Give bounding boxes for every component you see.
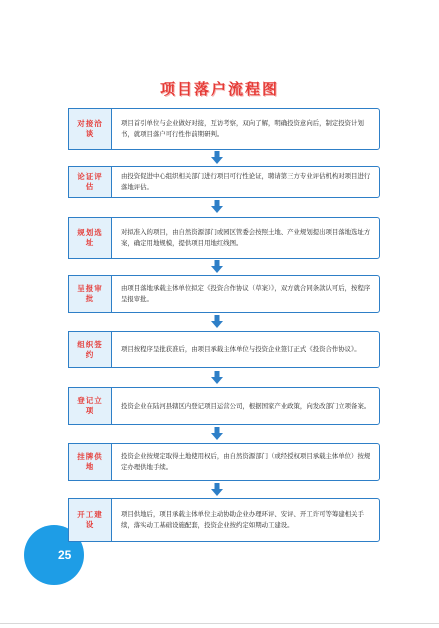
step-tag xyxy=(68,443,112,481)
step-tag-label: 规划选址 xyxy=(77,228,103,247)
step-tag xyxy=(68,331,112,368)
flow-step-7 xyxy=(68,443,380,481)
step-description-box xyxy=(108,387,380,425)
step-description: 对拟准入的项目，由自然资源部门或园区管委会按照土地、产业规划提出项目落地选址方案，确定用地规模，提供项目用地红线图。 xyxy=(121,228,371,247)
down-arrow-icon xyxy=(211,483,223,496)
step-tag xyxy=(68,275,112,313)
step-tag xyxy=(68,166,112,198)
step-tag-label: 呈报审批 xyxy=(77,284,103,303)
down-arrow-icon xyxy=(211,315,223,328)
step-description: 由项目落地承载主体单位拟定《投资合作协议（草案）》，双方就合同条款认可后，按程序呈报审批。 xyxy=(121,284,371,303)
step-tag-label: 对接洽谈 xyxy=(77,119,103,138)
step-description: 投资企业按规定取得土地使用权后，由自然资源部门（或经授权项目承载主体单位）按规定办理供地手续。 xyxy=(121,452,371,471)
page-title: 项目落户流程图 xyxy=(159,80,279,98)
step-tag-label: 开工建设 xyxy=(77,510,103,529)
step-tag xyxy=(68,217,112,259)
step-description: 由投资促进中心组织相关部门进行项目可行性论证，聘请第三方专业评估机构对项目进行落地评估。 xyxy=(121,172,371,191)
step-description-box xyxy=(108,108,380,150)
step-tag xyxy=(68,498,112,542)
flow-step-6 xyxy=(68,387,380,425)
down-arrow-icon xyxy=(211,427,223,440)
flow-step-2 xyxy=(68,166,380,198)
down-arrow-icon xyxy=(211,260,223,273)
step-description-box xyxy=(108,217,380,259)
step-tag-label: 登记立项 xyxy=(77,396,103,415)
step-tag-label: 论证评估 xyxy=(77,172,103,191)
step-description: 项目首引单位与企业做好对接，互访考察，双向了解，明确投资意向后，制定投资计划书，就项目落户可行性作前期研判。 xyxy=(121,119,364,138)
step-description-box xyxy=(108,166,380,198)
footer-divider xyxy=(0,623,439,624)
step-description: 项目按程序呈批获准后，由项目承载主体单位与投资企业签订正式《投资合作协议》。 xyxy=(121,345,361,353)
flow-step-5 xyxy=(68,331,380,368)
step-description: 项目供地后，项目承载主体单位主动协助企业办理环评、安评、开工许可等筹建相关手续，落实动工基础设施配套，投资企业按约定如期动工建设。 xyxy=(121,510,364,529)
down-arrow-icon xyxy=(211,151,223,164)
step-tag-label: 挂牌供地 xyxy=(77,452,103,471)
step-description-box xyxy=(108,443,380,481)
flow-step-4 xyxy=(68,275,380,313)
flow-step-8 xyxy=(68,498,380,542)
page-number: 25 xyxy=(58,548,72,562)
step-description-box xyxy=(108,498,380,542)
step-description: 投资企业在陆河县辖区内登记项目运营公司，根据国家产业政策，向发改部门立项备案。 xyxy=(121,401,371,410)
down-arrow-icon xyxy=(211,200,223,213)
flow-step-3 xyxy=(68,217,380,259)
step-description-box xyxy=(108,275,380,313)
step-tag xyxy=(68,387,112,425)
step-tag xyxy=(68,108,112,150)
down-arrow-icon xyxy=(211,371,223,384)
step-description-box xyxy=(108,331,380,368)
flow-step-1 xyxy=(68,108,380,150)
step-tag-label: 组织签约 xyxy=(77,339,103,359)
